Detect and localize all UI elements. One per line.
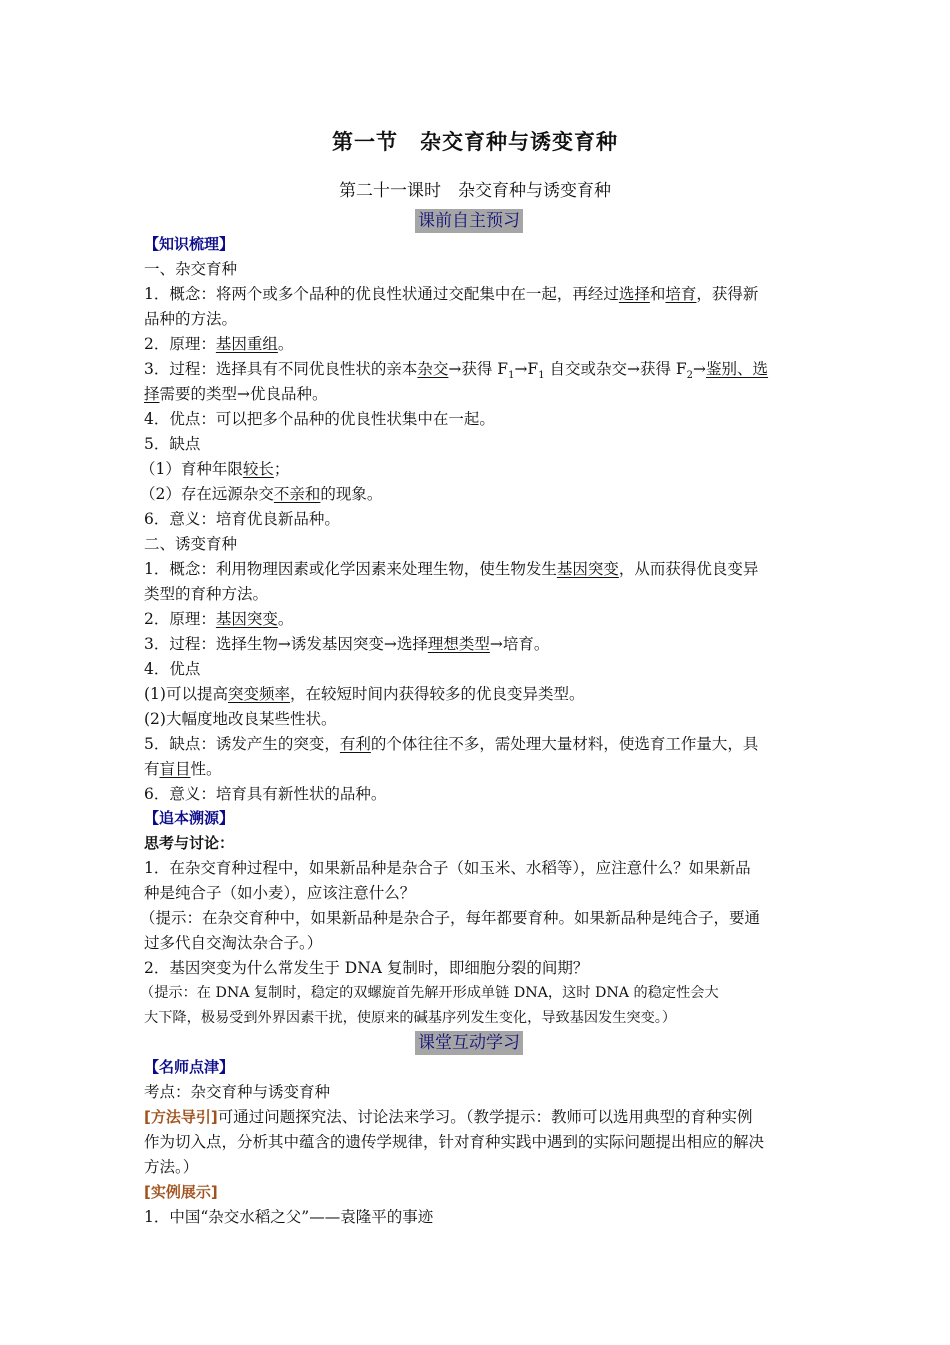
text-line: 5．缺点 bbox=[144, 435, 201, 453]
text-line: 3．过程：选择生物→诱发基因突变→选择理想类型→培育。 bbox=[144, 635, 550, 653]
text-line: 作为切入点，分析其中蕴含的遗传学规律，针对育种实践中遇到的实际问题提出相应的解决 bbox=[144, 1133, 765, 1151]
heading-trace: 【追本溯源】 bbox=[144, 809, 235, 827]
text-line: （提示：在杂交育种中，如果新品种是杂合子，每年都要育种。如果新品种是纯合子，要通 bbox=[140, 909, 761, 927]
text-line: （1）育种年限较长； bbox=[140, 460, 290, 478]
text-line: 6．意义：培育优良新品种。 bbox=[144, 510, 340, 528]
section-crossbreeding: 一、杂交育种 bbox=[144, 260, 238, 278]
text-line: 3．过程：选择具有不同优良性状的亲本杂交→获得 $F_1\to F_1$ 自交或杂交→获得 $F_2\to$鉴别、选 bbox=[144, 360, 769, 382]
think-discuss-label: 思考与讨论： bbox=[144, 834, 235, 852]
text-line: 品种的方法。 bbox=[144, 310, 238, 328]
method-tag: [方法导引] bbox=[144, 1108, 218, 1126]
text-line: 有盲目性。 bbox=[144, 760, 222, 778]
text-line: 1．概念：利用物理因素或化学因素来处理生物，使生物发生基因突变，从而获得优良变异 bbox=[144, 560, 759, 578]
text-line: 1．概念：将两个或多个品种的优良性状通过交配集中在一起，再经过选择和培育，获得新 bbox=[144, 285, 759, 303]
text-line: 2．原理：基因突变。 bbox=[144, 610, 294, 628]
text-line: 过多代自交淘汰杂合子。） bbox=[144, 934, 323, 952]
text-line: 考点：杂交育种与诱变育种 bbox=[144, 1083, 331, 1101]
text-line: [方法导引]可通过问题探究法、讨论法来学习。（教学提示：教师可以选用典型的育种实例 bbox=[144, 1108, 753, 1126]
text-line: 4．优点：可以把多个品种的优良性状集中在一起。 bbox=[144, 410, 495, 428]
text-line: 1．在杂交育种过程中，如果新品种是杂合子（如玉米、水稻等），应注意什么？如果新品 bbox=[144, 859, 751, 877]
section-banner-preview: 课前自主预习 bbox=[415, 209, 523, 233]
text-line: 6．意义：培育具有新性状的品种。 bbox=[144, 785, 387, 803]
page-title: 第一节 杂交育种与诱变育种 bbox=[332, 130, 618, 154]
text-line: 2．原理：基因重组。 bbox=[144, 335, 294, 353]
text-line: 方法。） bbox=[144, 1158, 199, 1176]
heading-knowledge: 【知识梳理】 bbox=[144, 235, 235, 253]
lesson-subtitle: 第二十一课时 杂交育种与诱变育种 bbox=[339, 181, 611, 201]
text-line: 大下降，极易受到外界因素干扰，使原来的碱基序列发生变化，导致基因发生突变。） bbox=[144, 1010, 677, 1026]
text-line: （2）存在远源杂交不亲和的现象。 bbox=[140, 485, 383, 503]
section-mutation: 二、诱变育种 bbox=[144, 535, 238, 553]
text-line: 5．缺点：诱发产生的突变，有利的个体往往不多，需处理大量材料，使选育工作量大，具 bbox=[144, 735, 759, 753]
text-line: 择需要的类型→优良品种。 bbox=[144, 385, 328, 403]
text-line: 种是纯合子（如小麦），应该注意什么？ bbox=[144, 884, 416, 902]
text-line: (2)大幅度地改良某些性状。 bbox=[144, 710, 337, 728]
section-banner-classroom: 课堂互动学习 bbox=[415, 1031, 523, 1055]
text-line: (1)可以提高突变频率，在较短时间内获得较多的优良变异类型。 bbox=[144, 685, 585, 703]
text-line: 2．基因突变为什么常发生于 DNA 复制时，即细胞分裂的间期？ bbox=[144, 959, 589, 977]
text-line: 1．中国“杂交水稻之父”——袁隆平的事迹 bbox=[144, 1208, 434, 1226]
example-tag: [实例展示] bbox=[144, 1183, 218, 1201]
heading-teacher: 【名师点津】 bbox=[144, 1058, 235, 1076]
text-line: 4．优点 bbox=[144, 660, 201, 678]
text-line: 类型的育种方法。 bbox=[144, 585, 269, 603]
text-line: （提示：在 DNA 复制时，稳定的双螺旋首先解开形成单链 DNA，这时 DNA 的稳定性会大 bbox=[140, 985, 719, 1001]
